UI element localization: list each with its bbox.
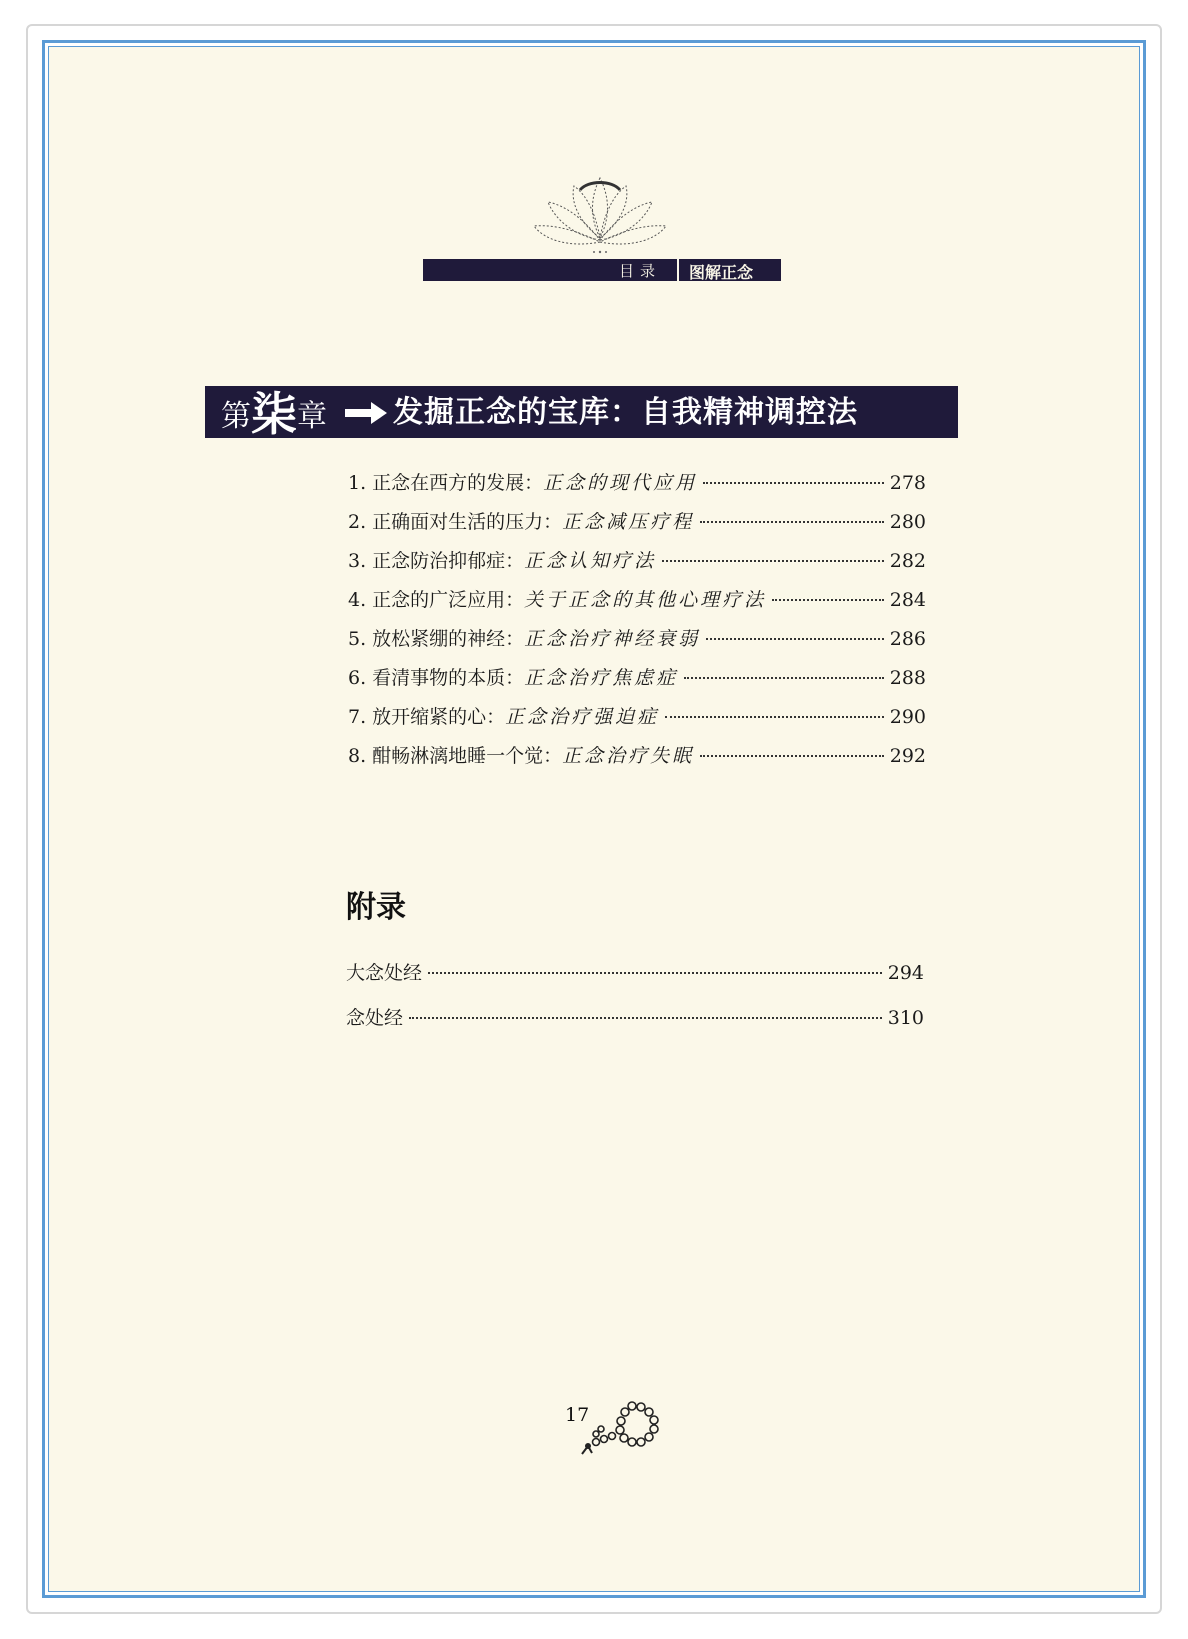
running-header xyxy=(423,259,781,281)
chapter-heading xyxy=(205,386,958,441)
toc-entry-subtitle: 关于正念的其他心理疗法 xyxy=(524,589,767,611)
toc-entry-subtitle: 正念治疗失眠 xyxy=(562,745,695,767)
toc-entry-subtitle: 正念治疗神经衰弱 xyxy=(524,628,701,650)
toc-entry-page: 292 xyxy=(889,745,926,767)
toc-entry-page: 282 xyxy=(889,550,926,572)
toc-entry-title: 1. 正念在西方的发展： xyxy=(348,472,544,494)
toc-entry-title: 3. 正念防治抑郁症： xyxy=(348,550,525,572)
toc-entry-title: 5. 放松紧绷的神经： xyxy=(348,628,525,650)
toc-entry-title: 2. 正确面对生活的压力： xyxy=(348,511,563,533)
toc-entry-subtitle: 正念治疗强迫症 xyxy=(505,706,660,728)
toc-entry[interactable] xyxy=(348,507,926,546)
toc-entry-title: 7. 放开缩紧的心： xyxy=(348,706,506,728)
toc-entry[interactable] xyxy=(348,624,926,663)
prayer-beads-icon xyxy=(574,1398,664,1460)
toc-entry[interactable] xyxy=(348,546,926,585)
toc-entry-page: 280 xyxy=(889,511,926,533)
chapter-prefix-start: 第 xyxy=(221,399,251,434)
toc-entry-page: 284 xyxy=(889,589,926,611)
page-number: 17 xyxy=(565,1404,590,1426)
toc-leader-dots xyxy=(706,638,884,640)
appendix-entry-title: 念处经 xyxy=(346,1007,404,1029)
toc-entry-page: 288 xyxy=(889,667,926,689)
toc-entry-title: 8. 酣畅淋漓地睡一个觉： xyxy=(348,745,563,767)
chapter-title: 发掘正念的宝库：自我精神调控法 xyxy=(393,395,858,430)
toc-entry-page: 290 xyxy=(889,706,926,728)
toc-leader-dots xyxy=(772,599,884,601)
toc-leader-dots xyxy=(665,716,884,718)
toc-entry-page: 286 xyxy=(889,628,926,650)
toc-entry[interactable] xyxy=(348,585,926,624)
header-section-label: 目录 xyxy=(619,262,662,280)
toc-leader-dots xyxy=(684,677,884,679)
toc-entry-subtitle: 正念治疗焦虑症 xyxy=(524,667,679,689)
appendix-entry-page: 310 xyxy=(887,1007,924,1029)
toc-leader-dots xyxy=(662,560,884,562)
toc-entry[interactable] xyxy=(348,468,926,507)
toc-leader-dots xyxy=(409,1017,882,1019)
toc-entry-subtitle: 正念的现代应用 xyxy=(543,472,698,494)
lotus-icon xyxy=(530,168,670,256)
table-of-contents xyxy=(348,468,926,780)
chapter-prefix-end: 章 xyxy=(297,399,327,434)
header-book-title: 图解正念 xyxy=(689,263,754,282)
toc-entry[interactable] xyxy=(348,702,926,741)
chapter-number: 柒 xyxy=(251,387,297,441)
appendix-list xyxy=(346,958,924,1048)
toc-leader-dots xyxy=(703,482,884,484)
toc-entry-subtitle: 正念减压疗程 xyxy=(562,511,695,533)
toc-entry[interactable] xyxy=(348,663,926,702)
appendix-entry[interactable] xyxy=(346,1003,924,1048)
appendix-heading: 附录 xyxy=(346,890,406,925)
toc-entry-title: 4. 正念的广泛应用： xyxy=(348,589,525,611)
chapter-label xyxy=(221,387,327,441)
toc-entry-subtitle: 正念认知疗法 xyxy=(524,550,657,572)
toc-leader-dots xyxy=(700,521,884,523)
toc-entry-page: 278 xyxy=(889,472,926,494)
appendix-entry-title: 大念处经 xyxy=(346,962,423,984)
appendix-entry[interactable] xyxy=(346,958,924,1003)
toc-leader-dots xyxy=(428,972,882,974)
appendix-entry-page: 294 xyxy=(887,962,924,984)
header-divider xyxy=(677,259,679,281)
toc-entry[interactable] xyxy=(348,741,926,780)
toc-leader-dots xyxy=(700,755,884,757)
arrow-right-icon xyxy=(345,402,387,424)
toc-entry-title: 6. 看清事物的本质： xyxy=(348,667,525,689)
